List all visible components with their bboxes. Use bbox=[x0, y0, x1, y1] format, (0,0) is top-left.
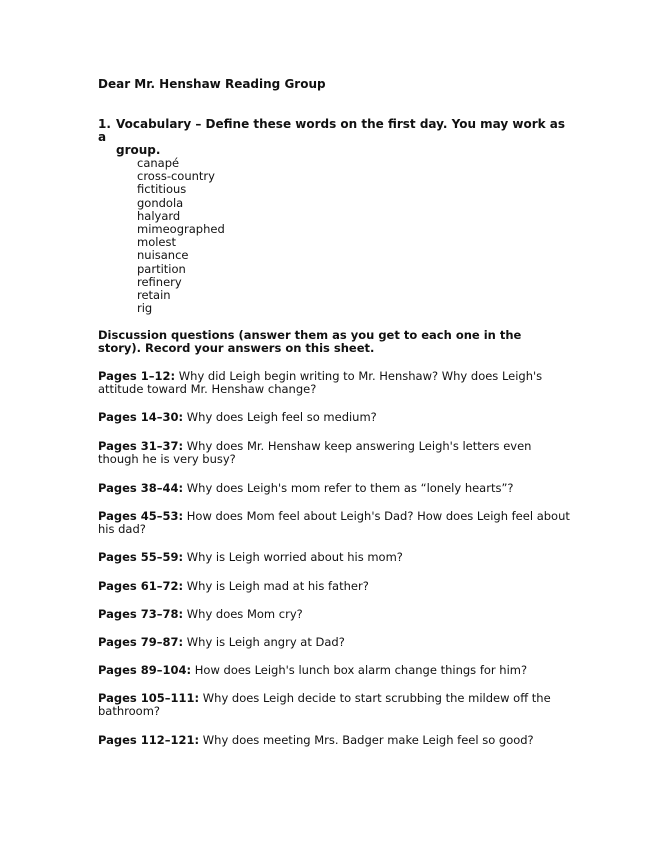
question-pages: Pages 89–104: bbox=[98, 663, 192, 677]
question-text: Why does Leigh's mom refer to them as “lonely hearts”? bbox=[183, 481, 514, 495]
question-item bbox=[98, 580, 573, 593]
question-item bbox=[98, 482, 573, 495]
question-item bbox=[98, 636, 573, 649]
vocabulary-number: 1. bbox=[98, 117, 111, 131]
question-pages: Pages 79–87: bbox=[98, 635, 184, 649]
vocabulary-word: halyard bbox=[137, 208, 181, 223]
question-item bbox=[98, 692, 573, 718]
question-item bbox=[98, 734, 573, 747]
question-pages: Pages 14–30: bbox=[98, 410, 184, 424]
vocabulary-word-list bbox=[137, 157, 225, 315]
question-text: Why is Leigh angry at Dad? bbox=[183, 635, 345, 649]
question-item bbox=[98, 370, 573, 396]
vocabulary-word: mimeographed bbox=[137, 221, 225, 236]
question-item bbox=[98, 440, 573, 466]
vocabulary-heading-line2: group. bbox=[116, 143, 161, 157]
question-text: Why does Mom cry? bbox=[183, 607, 303, 621]
question-pages: Pages 45–53: bbox=[98, 509, 184, 523]
question-text: Why is Leigh worried about his mom? bbox=[183, 550, 403, 564]
question-item bbox=[98, 411, 573, 424]
vocabulary-word: retain bbox=[137, 287, 171, 302]
question-pages: Pages 112–121: bbox=[98, 733, 200, 747]
question-pages: Pages 73–78: bbox=[98, 607, 184, 621]
question-item bbox=[98, 551, 573, 564]
question-text: Why does Leigh decide to start scrubbing the mildew off the bathroom? bbox=[98, 691, 551, 718]
question-item bbox=[98, 510, 573, 536]
question-text: How does Leigh's lunch box alarm change things for him? bbox=[191, 663, 528, 677]
question-pages: Pages 38–44: bbox=[98, 481, 184, 495]
question-item bbox=[98, 608, 573, 621]
question-pages: Pages 61–72: bbox=[98, 579, 184, 593]
vocabulary-word: cross-country bbox=[137, 169, 215, 184]
discussion-intro: Discussion questions (answer them as you get to each one in the story). Record your answers on this sheet. bbox=[98, 328, 522, 355]
vocabulary-heading-line1: Vocabulary – Define these words on the first day. You may work as a bbox=[98, 117, 566, 144]
question-pages: Pages 31–37: bbox=[98, 439, 184, 453]
vocabulary-word: gondola bbox=[137, 195, 184, 210]
question-pages: Pages 105–111: bbox=[98, 691, 200, 705]
vocabulary-word: canapé bbox=[137, 156, 180, 170]
vocabulary-word: nuisance bbox=[137, 248, 189, 263]
question-text: Why did Leigh begin writing to Mr. Henshaw? Why does Leigh's attitude toward Mr. Henshaw change? bbox=[98, 369, 543, 396]
vocabulary-heading bbox=[98, 118, 568, 157]
question-text: How does Mom feel about Leigh's Dad? How does Leigh feel about his dad? bbox=[98, 509, 570, 536]
question-pages: Pages 55–59: bbox=[98, 550, 184, 564]
page-title: Dear Mr. Henshaw Reading Group bbox=[98, 77, 326, 91]
vocabulary-word: rig bbox=[137, 301, 153, 316]
question-text: Why does meeting Mrs. Badger make Leigh feel so good? bbox=[199, 733, 534, 747]
question-pages: Pages 1–12: bbox=[98, 369, 176, 383]
question-text: Why does Leigh feel so medium? bbox=[183, 410, 377, 424]
vocabulary-word: partition bbox=[137, 261, 186, 276]
vocabulary-word: molest bbox=[137, 235, 177, 250]
vocabulary-word: refinery bbox=[137, 274, 182, 289]
vocabulary-word: fictitious bbox=[137, 182, 187, 197]
question-text: Why does Mr. Henshaw keep answering Leigh's letters even though he is very busy? bbox=[98, 439, 532, 466]
question-text: Why is Leigh mad at his father? bbox=[183, 579, 369, 593]
question-item bbox=[98, 664, 573, 677]
